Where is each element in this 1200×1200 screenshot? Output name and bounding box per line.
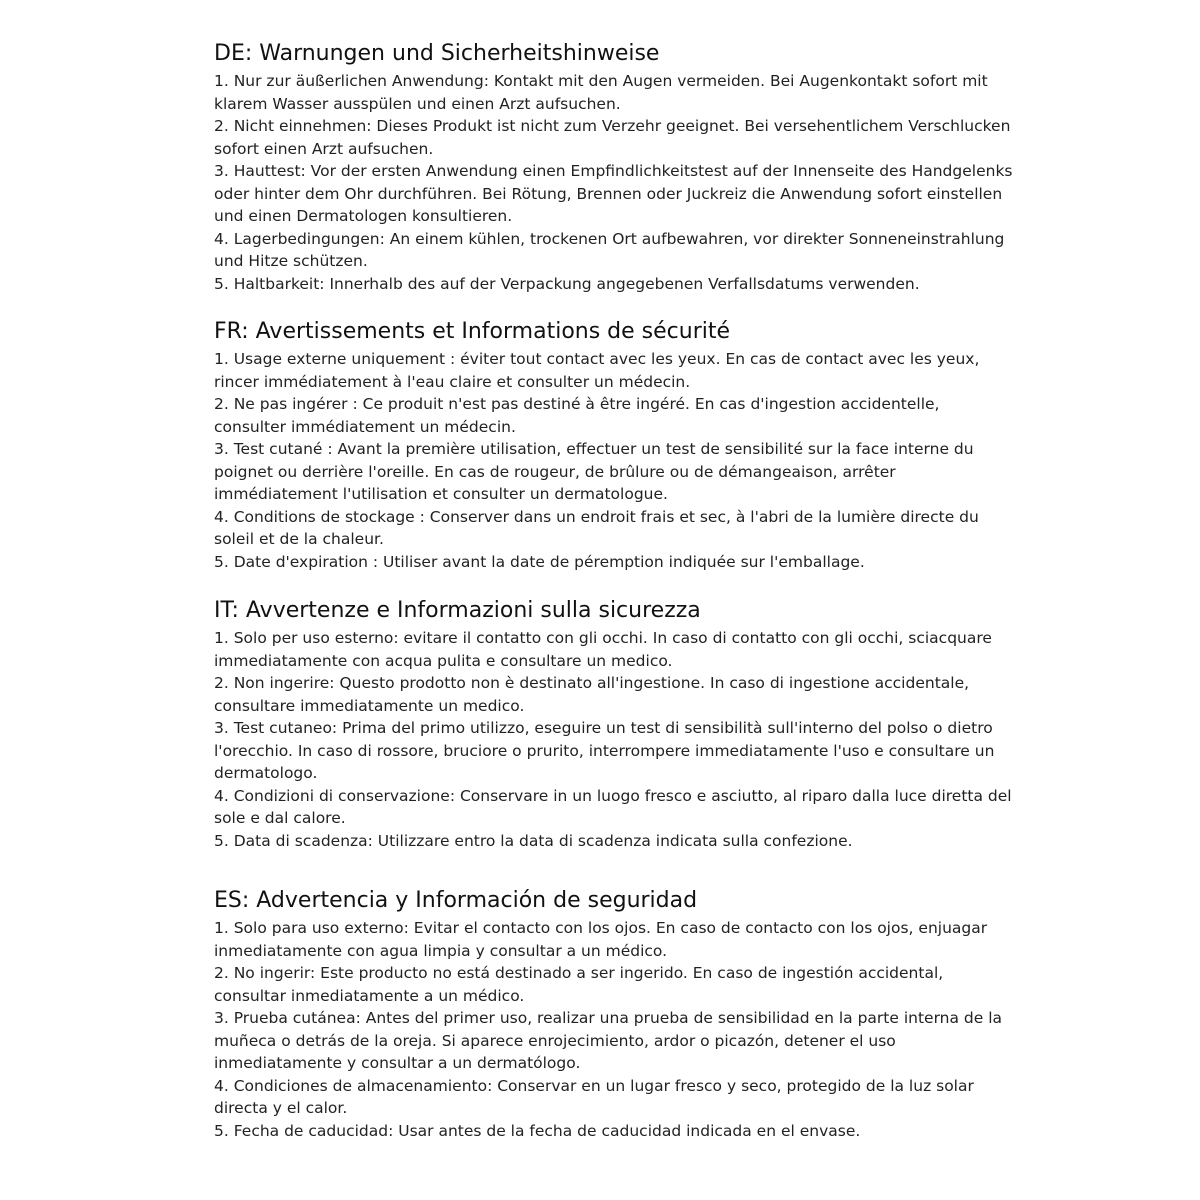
warning-item-it-4: 4. Condizioni di conservazione: Conservare in un luogo fresco e asciutto, al riparo dalla luce diretta del sole e dal calore. [214, 786, 1012, 827]
warning-item-de-1: 1. Nur zur äußerlichen Anwendung: Kontakt mit den Augen vermeiden. Bei Augenkontakt sofort mit klarem Wasser ausspülen und einen Arzt aufsuchen. [214, 72, 988, 113]
warning-item-it-2: 2. Non ingerire: Questo prodotto non è destinato all'ingestione. In caso di ingestione accidentale, consultare immediatamente un medico. [214, 674, 970, 715]
section-es-warnings [214, 887, 1014, 1142]
warning-item-fr-4: 4. Conditions de stockage : Conserver dans un endroit frais et sec, à l'abri de la lumière directe du soleil et de la chaleur. [214, 507, 979, 548]
warning-item-it-1: 1. Solo per uso esterno: evitare il contatto con gli occhi. In caso di contatto con gli occhi, sciacquare immediatamente con acqua pulita e consultare un medico. [214, 629, 992, 670]
warning-item-it-3: 3. Test cutaneo: Prima del primo utilizzo, eseguire un test di sensibilità sull'interno del polso o dietro l'orecchio. In caso di rossore, bruciore o prurito, interrompere immediatamente l'uso e consultare un dermatologo. [214, 719, 995, 782]
warning-item-de-4: 4. Lagerbedingungen: An einem kühlen, trockenen Ort aufbewahren, vor direkter Sonneneinstrahlung und Hitze schützen. [214, 229, 1005, 270]
section-title-it: IT: Avvertenze e Informazioni sulla sicurezza [214, 598, 701, 623]
section-fr-warnings [214, 318, 1014, 573]
warning-item-es-3: 3. Prueba cutánea: Antes del primer uso, realizar una prueba de sensibilidad en la parte interna de la muñeca o detrás de la oreja. Si aparece enrojecimiento, ardor o picazón, detener el uso inmediatamente y consultar a un dermatólogo. [214, 1009, 1003, 1072]
section-it-warnings [214, 597, 1014, 852]
warning-item-fr-1: 1. Usage externe uniquement : éviter tout contact avec les yeux. En cas de contact avec les yeux, rincer immédiatement à l'eau claire et consulter un médecin. [214, 350, 980, 391]
warning-item-de-2: 2. Nicht einnehmen: Dieses Produkt ist nicht zum Verzehr geeignet. Bei versehentlichem Verschlucken sofort einen Arzt aufsuchen. [214, 117, 1011, 158]
warning-item-es-4: 4. Condiciones de almacenamiento: Conservar en un lugar fresco y seco, protegido de la luz solar directa y el calor. [214, 1076, 974, 1117]
warning-item-es-5: 5. Fecha de caducidad: Usar antes de la fecha de caducidad indicada en el envase. [214, 1121, 861, 1140]
warning-item-fr-5: 5. Date d'expiration : Utiliser avant la date de péremption indiquée sur l'emballage. [214, 552, 865, 571]
warning-item-de-5: 5. Haltbarkeit: Innerhalb des auf der Verpackung angegebenen Verfallsdatums verwenden. [214, 274, 920, 293]
warning-item-es-2: 2. No ingerir: Este producto no está destinado a ser ingerido. En caso de ingestión accidental, consultar inmediatamente a un médico. [214, 964, 944, 1005]
warning-item-fr-3: 3. Test cutané : Avant la première utilisation, effectuer un test de sensibilité sur la face interne du poignet ou derrière l'oreille. En cas de rougeur, de brûlure ou de démangeaison, arrêter immédiatement l'utilisation et consulter un dermatologue. [214, 440, 974, 503]
warning-item-fr-2: 2. Ne pas ingérer : Ce produit n'est pas destiné à être ingéré. En cas d'ingestion accidentelle, consulter immédiatement un médecin. [214, 395, 940, 436]
warning-item-de-3: 3. Hauttest: Vor der ersten Anwendung einen Empfindlichkeitstest auf der Innenseite des Handgelenks oder hinter dem Ohr durchführen. Bei Rötung, Brennen oder Juckreiz die Anwendung sofort einstellen und einen Dermatologen konsultieren. [214, 162, 1013, 225]
section-title-es: ES: Advertencia y Información de seguridad [214, 888, 698, 913]
section-title-fr: FR: Avertissements et Informations de sécurité [214, 319, 731, 344]
warning-item-it-5: 5. Data di scadenza: Utilizzare entro la data di scadenza indicata sulla confezione. [214, 831, 853, 850]
section-title-de: DE: Warnungen und Sicherheitshinweise [214, 41, 660, 66]
warning-item-es-1: 1. Solo para uso externo: Evitar el contacto con los ojos. En caso de contacto con los ojos, enjuagar inmediatamente con agua limpia y consultar a un médico. [214, 919, 988, 960]
section-de-warnings [214, 40, 1014, 295]
